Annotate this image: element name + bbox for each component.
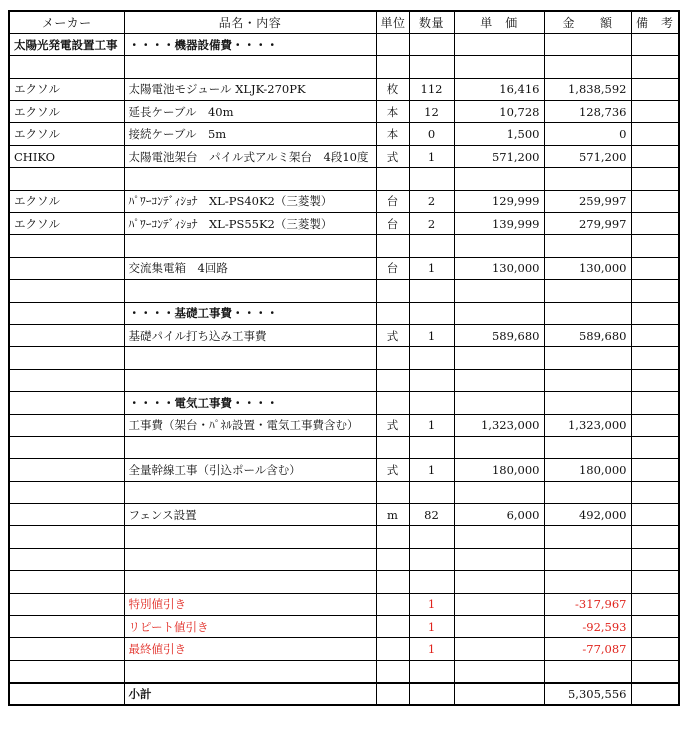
unit-cell: 式 (376, 145, 409, 167)
maker-cell (9, 392, 124, 414)
maker-cell (9, 168, 124, 190)
table-row (9, 504, 679, 526)
amount-cell: 130,000 (544, 257, 631, 279)
remarks-cell (631, 593, 679, 615)
remarks-cell (631, 459, 679, 481)
header-item: 品名・内容 (124, 11, 376, 33)
unit-cell (376, 302, 409, 324)
table-row (9, 78, 679, 100)
qty-cell: 1 (409, 145, 454, 167)
maker-cell (9, 280, 124, 302)
unit-cell (376, 235, 409, 257)
price-cell (454, 168, 544, 190)
qty-cell (409, 56, 454, 78)
unit-cell (376, 280, 409, 302)
price-cell (454, 235, 544, 257)
table-row (9, 56, 679, 78)
unit-cell (376, 616, 409, 638)
maker-cell (9, 436, 124, 458)
price-cell: 180,000 (454, 459, 544, 481)
remarks-cell (631, 347, 679, 369)
table-row (9, 593, 679, 615)
item-cell: ﾊﾟﾜｰｺﾝﾃﾞｨｼｮﾅ XL-PS40K2（三菱製） (124, 190, 376, 212)
remarks-cell (631, 257, 679, 279)
header-row (9, 11, 679, 33)
table-row (9, 235, 679, 257)
maker-cell (9, 369, 124, 391)
maker-cell (9, 571, 124, 593)
qty-cell: 0 (409, 123, 454, 145)
table-row (9, 324, 679, 346)
table-row (9, 459, 679, 481)
amount-cell: 492,000 (544, 504, 631, 526)
table-row (9, 548, 679, 570)
price-cell (454, 660, 544, 682)
amount-cell (544, 571, 631, 593)
price-cell: 589,680 (454, 324, 544, 346)
remarks-cell (631, 190, 679, 212)
table-row (9, 481, 679, 503)
item-cell (124, 526, 376, 548)
unit-cell (376, 436, 409, 458)
qty-cell (409, 481, 454, 503)
qty-cell: 1 (409, 324, 454, 346)
table-row (9, 33, 679, 55)
remarks-cell (631, 571, 679, 593)
maker-cell (9, 257, 124, 279)
subtotal-remarks-cell (631, 683, 679, 705)
maker-cell (9, 616, 124, 638)
item-cell: 工事費（架台・ﾊﾟﾈﾙ設置・電気工事費含む） (124, 414, 376, 436)
amount-cell (544, 235, 631, 257)
item-cell: 延長ケーブル 40m (124, 101, 376, 123)
unit-cell (376, 168, 409, 190)
unit-cell: 式 (376, 324, 409, 346)
amount-cell (544, 660, 631, 682)
qty-cell (409, 436, 454, 458)
maker-cell (9, 347, 124, 369)
remarks-cell (631, 414, 679, 436)
item-cell: 基礎パイル打ち込み工事費 (124, 324, 376, 346)
price-cell: 130,000 (454, 257, 544, 279)
amount-cell (544, 392, 631, 414)
qty-cell (409, 369, 454, 391)
unit-cell (376, 660, 409, 682)
price-cell (454, 481, 544, 503)
maker-cell: エクソル (9, 190, 124, 212)
unit-cell (376, 347, 409, 369)
table-row (9, 168, 679, 190)
price-cell (454, 616, 544, 638)
qty-cell (409, 548, 454, 570)
table-row (9, 638, 679, 660)
remarks-cell (631, 145, 679, 167)
subtotal-amount: 5,305,556 (544, 683, 631, 705)
price-cell (454, 593, 544, 615)
amount-cell (544, 436, 631, 458)
qty-cell (409, 347, 454, 369)
unit-cell: 台 (376, 213, 409, 235)
table-row (9, 369, 679, 391)
qty-cell (409, 526, 454, 548)
table-row (9, 526, 679, 548)
item-cell (124, 280, 376, 302)
item-cell (124, 235, 376, 257)
table-row (9, 660, 679, 682)
qty-cell: 2 (409, 190, 454, 212)
item-cell (124, 548, 376, 570)
maker-cell (9, 504, 124, 526)
qty-cell: 1 (409, 616, 454, 638)
maker-cell (9, 302, 124, 324)
item-cell (124, 369, 376, 391)
item-cell: リピート値引き (124, 616, 376, 638)
header-remarks: 備 考 (631, 11, 679, 33)
unit-cell: 本 (376, 101, 409, 123)
header-unit: 単位 (376, 11, 409, 33)
remarks-cell (631, 235, 679, 257)
unit-cell: 本 (376, 123, 409, 145)
price-cell (454, 369, 544, 391)
amount-cell (544, 33, 631, 55)
remarks-cell (631, 33, 679, 55)
unit-cell (376, 392, 409, 414)
unit-cell (376, 638, 409, 660)
amount-cell (544, 302, 631, 324)
remarks-cell (631, 548, 679, 570)
remarks-cell (631, 101, 679, 123)
remarks-cell (631, 660, 679, 682)
maker-cell (9, 235, 124, 257)
maker-cell: エクソル (9, 78, 124, 100)
unit-cell: 式 (376, 414, 409, 436)
amount-cell: 1,838,592 (544, 78, 631, 100)
qty-cell: 1 (409, 593, 454, 615)
item-cell: ・・・・基礎工事費・・・・ (124, 302, 376, 324)
price-cell: 571,200 (454, 145, 544, 167)
item-cell (124, 660, 376, 682)
qty-cell (409, 168, 454, 190)
qty-cell (409, 302, 454, 324)
remarks-cell (631, 324, 679, 346)
price-cell: 129,999 (454, 190, 544, 212)
item-cell: 最終値引き (124, 638, 376, 660)
price-cell (454, 548, 544, 570)
price-cell: 1,500 (454, 123, 544, 145)
amount-cell: 0 (544, 123, 631, 145)
table-row (9, 436, 679, 458)
estimate-table (8, 10, 680, 706)
subtotal-maker-cell (9, 683, 124, 705)
qty-cell (409, 235, 454, 257)
table-row (9, 101, 679, 123)
unit-cell (376, 369, 409, 391)
maker-cell (9, 526, 124, 548)
qty-cell (409, 33, 454, 55)
qty-cell: 1 (409, 414, 454, 436)
price-cell (454, 436, 544, 458)
qty-cell (409, 392, 454, 414)
maker-cell (9, 638, 124, 660)
item-cell: ﾊﾟﾜｰｺﾝﾃﾞｨｼｮﾅ XL-PS55K2（三菱製） (124, 213, 376, 235)
maker-cell (9, 56, 124, 78)
remarks-cell (631, 123, 679, 145)
unit-cell: 枚 (376, 78, 409, 100)
subtotal-row (9, 683, 679, 705)
remarks-cell (631, 616, 679, 638)
table-row (9, 392, 679, 414)
unit-cell: 台 (376, 257, 409, 279)
amount-cell: 259,997 (544, 190, 631, 212)
item-cell: 太陽電池モジュール XLJK-270PK (124, 78, 376, 100)
amount-cell (544, 369, 631, 391)
maker-cell (9, 459, 124, 481)
subtotal-unit-cell (376, 683, 409, 705)
item-cell: ・・・・電気工事費・・・・ (124, 392, 376, 414)
maker-cell: CHIKO (9, 145, 124, 167)
unit-cell (376, 33, 409, 55)
amount-cell (544, 548, 631, 570)
item-cell (124, 481, 376, 503)
item-cell (124, 347, 376, 369)
table-row (9, 347, 679, 369)
amount-cell (544, 347, 631, 369)
header-price: 単 価 (454, 11, 544, 33)
maker-cell (9, 660, 124, 682)
remarks-cell (631, 302, 679, 324)
amount-cell: 589,680 (544, 324, 631, 346)
header-amount: 金 額 (544, 11, 631, 33)
item-cell (124, 168, 376, 190)
unit-cell (376, 571, 409, 593)
price-cell (454, 638, 544, 660)
unit-cell (376, 56, 409, 78)
subtotal-price-cell (454, 683, 544, 705)
table-row (9, 123, 679, 145)
amount-cell: -317,967 (544, 593, 631, 615)
qty-cell (409, 280, 454, 302)
qty-cell (409, 571, 454, 593)
price-cell (454, 392, 544, 414)
amount-cell (544, 481, 631, 503)
item-cell: 特別値引き (124, 593, 376, 615)
maker-cell (9, 548, 124, 570)
price-cell: 139,999 (454, 213, 544, 235)
amount-cell: 571,200 (544, 145, 631, 167)
amount-cell: -92,593 (544, 616, 631, 638)
price-cell: 6,000 (454, 504, 544, 526)
maker-cell: エクソル (9, 101, 124, 123)
table-row (9, 280, 679, 302)
remarks-cell (631, 392, 679, 414)
unit-cell: m (376, 504, 409, 526)
maker-cell: 太陽光発電設置工事 (9, 33, 124, 55)
unit-cell: 式 (376, 459, 409, 481)
amount-cell: 1,323,000 (544, 414, 631, 436)
price-cell (454, 571, 544, 593)
price-cell (454, 33, 544, 55)
remarks-cell (631, 436, 679, 458)
unit-cell (376, 481, 409, 503)
item-cell (124, 571, 376, 593)
qty-cell: 1 (409, 257, 454, 279)
table-row (9, 145, 679, 167)
price-cell (454, 347, 544, 369)
qty-cell (409, 660, 454, 682)
table-row (9, 302, 679, 324)
maker-cell (9, 481, 124, 503)
price-cell (454, 526, 544, 548)
qty-cell: 1 (409, 459, 454, 481)
maker-cell: エクソル (9, 213, 124, 235)
amount-cell: 128,736 (544, 101, 631, 123)
item-cell: ・・・・機器設備費・・・・ (124, 33, 376, 55)
amount-cell (544, 280, 631, 302)
price-cell (454, 280, 544, 302)
subtotal-qty-cell (409, 683, 454, 705)
maker-cell (9, 414, 124, 436)
item-cell: 接続ケーブル 5m (124, 123, 376, 145)
unit-cell (376, 526, 409, 548)
item-cell: 交流集電箱 4回路 (124, 257, 376, 279)
header-maker: メーカー (9, 11, 124, 33)
remarks-cell (631, 638, 679, 660)
item-cell (124, 436, 376, 458)
maker-cell (9, 593, 124, 615)
table-row (9, 414, 679, 436)
amount-cell: -77,087 (544, 638, 631, 660)
price-cell (454, 56, 544, 78)
unit-cell: 台 (376, 190, 409, 212)
amount-cell (544, 56, 631, 78)
amount-cell: 279,997 (544, 213, 631, 235)
unit-cell (376, 593, 409, 615)
unit-cell (376, 548, 409, 570)
amount-cell (544, 168, 631, 190)
table-row (9, 257, 679, 279)
remarks-cell (631, 369, 679, 391)
table-row (9, 213, 679, 235)
price-cell: 10,728 (454, 101, 544, 123)
table-row (9, 190, 679, 212)
item-cell: フェンス設置 (124, 504, 376, 526)
qty-cell: 2 (409, 213, 454, 235)
maker-cell (9, 324, 124, 346)
maker-cell: エクソル (9, 123, 124, 145)
price-cell: 16,416 (454, 78, 544, 100)
price-cell: 1,323,000 (454, 414, 544, 436)
remarks-cell (631, 168, 679, 190)
qty-cell: 112 (409, 78, 454, 100)
remarks-cell (631, 526, 679, 548)
header-qty: 数量 (409, 11, 454, 33)
qty-cell: 12 (409, 101, 454, 123)
remarks-cell (631, 504, 679, 526)
qty-cell: 1 (409, 638, 454, 660)
amount-cell (544, 526, 631, 548)
remarks-cell (631, 213, 679, 235)
remarks-cell (631, 78, 679, 100)
item-cell: 太陽電池架台 パイル式アルミ架台 4段10度 (124, 145, 376, 167)
item-cell (124, 56, 376, 78)
remarks-cell (631, 280, 679, 302)
remarks-cell (631, 56, 679, 78)
table-row (9, 616, 679, 638)
price-cell (454, 302, 544, 324)
subtotal-label: 小計 (124, 683, 376, 705)
item-cell: 全量幹線工事（引込ポール含む） (124, 459, 376, 481)
remarks-cell (631, 481, 679, 503)
table-row (9, 571, 679, 593)
qty-cell: 82 (409, 504, 454, 526)
amount-cell: 180,000 (544, 459, 631, 481)
